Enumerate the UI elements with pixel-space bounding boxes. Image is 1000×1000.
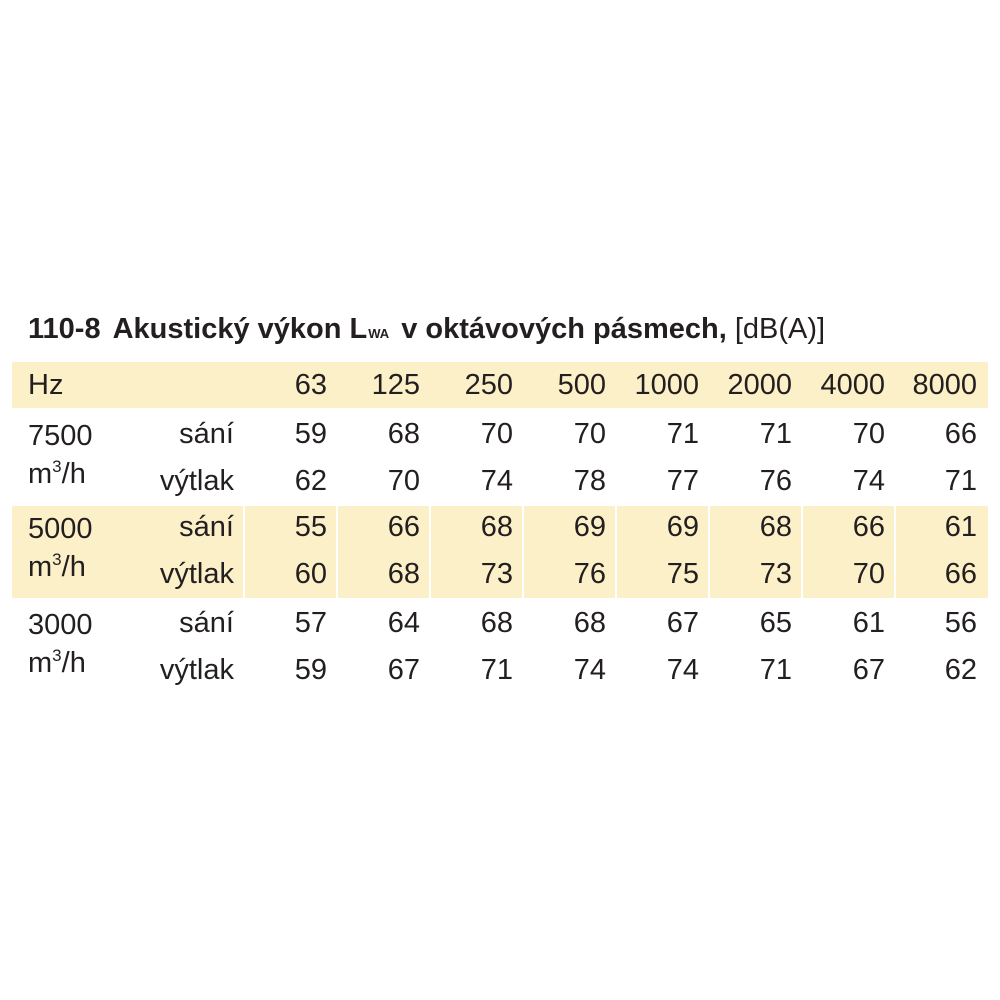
row-mode-label: sání (179, 607, 234, 639)
data-cell: 76 (573, 558, 606, 590)
table-code: 110-8 (28, 313, 101, 345)
data-cell: 76 (759, 465, 792, 497)
airflow-unit-base: m (28, 551, 53, 583)
header-label: Hz (28, 369, 64, 401)
airflow-value: 5000 (28, 513, 93, 545)
data-cell: 77 (666, 465, 699, 497)
row-mode-label: sání (179, 511, 234, 543)
frequency-header: 63 (294, 369, 327, 401)
data-cell: 62 (944, 654, 977, 686)
data-cell: 78 (573, 465, 606, 497)
data-cell: 67 (666, 607, 699, 639)
data-cell: 70 (573, 418, 606, 450)
data-cell: 66 (944, 418, 977, 450)
data-cell: 56 (944, 607, 977, 639)
data-cell: 69 (666, 511, 699, 543)
data-cell: 66 (944, 558, 977, 590)
band-separator (336, 506, 338, 598)
data-cell: 71 (666, 418, 699, 450)
data-cell: 62 (294, 465, 327, 497)
table-title (28, 311, 825, 352)
data-cell: 75 (666, 558, 699, 590)
data-cell: 59 (294, 654, 327, 686)
data-cell: 66 (852, 511, 885, 543)
data-cell: 57 (294, 607, 327, 639)
data-cell: 74 (480, 465, 513, 497)
band-separator (894, 506, 896, 598)
data-cell: 68 (573, 607, 606, 639)
data-cell: 68 (480, 511, 513, 543)
band-separator (708, 506, 710, 598)
title-text-end: v oktávových pásmech, (401, 313, 727, 345)
data-cell: 67 (387, 654, 420, 686)
data-cell: 74 (852, 465, 885, 497)
data-cell: 68 (387, 558, 420, 590)
frequency-header: 1000 (634, 369, 699, 401)
title-subscript: WA (368, 326, 390, 341)
airflow-unit-rest: /h (61, 551, 86, 583)
data-cell: 74 (666, 654, 699, 686)
airflow-unit-exponent: 3 (52, 457, 62, 476)
data-cell: 71 (944, 465, 977, 497)
data-cell: 70 (852, 418, 885, 450)
data-cell: 64 (387, 607, 420, 639)
data-cell: 71 (480, 654, 513, 686)
frequency-header: 125 (371, 369, 420, 401)
data-cell: 66 (387, 511, 420, 543)
row-mode-label: výtlak (159, 654, 234, 686)
data-cell: 70 (852, 558, 885, 590)
data-cell: 70 (387, 465, 420, 497)
data-cell: 65 (759, 607, 792, 639)
airflow-unit-rest: /h (61, 458, 86, 490)
airflow-unit-exponent: 3 (52, 550, 62, 569)
airflow-value: 7500 (28, 420, 93, 452)
title-text-start: Akustický výkon L (112, 313, 368, 345)
title-unit: [dB(A)] (734, 313, 826, 345)
frequency-header: 500 (557, 369, 606, 401)
airflow-unit-base: m (28, 647, 53, 679)
airflow-unit-base: m (28, 458, 53, 490)
airflow-unit (28, 645, 86, 681)
frequency-header: 2000 (727, 369, 792, 401)
data-cell: 73 (759, 558, 792, 590)
airflow-value: 3000 (28, 609, 93, 641)
frequency-header: 250 (464, 369, 513, 401)
band-separator (243, 506, 245, 598)
data-cell: 61 (852, 607, 885, 639)
airflow-unit-rest: /h (61, 647, 86, 679)
data-cell: 71 (759, 418, 792, 450)
frequency-header: 8000 (912, 369, 977, 401)
data-cell: 59 (294, 418, 327, 450)
airflow-unit (28, 549, 86, 585)
frequency-header: 4000 (820, 369, 885, 401)
airflow-unit-exponent: 3 (52, 646, 62, 665)
data-cell: 67 (852, 654, 885, 686)
band-separator (615, 506, 617, 598)
row-mode-label: sání (179, 418, 234, 450)
data-cell: 69 (573, 511, 606, 543)
data-cell: 55 (294, 511, 327, 543)
data-cell: 73 (480, 558, 513, 590)
data-cell: 68 (759, 511, 792, 543)
data-cell: 74 (573, 654, 606, 686)
data-cell: 68 (480, 607, 513, 639)
data-cell: 61 (944, 511, 977, 543)
row-mode-label: výtlak (159, 465, 234, 497)
band-separator (429, 506, 431, 598)
data-cell: 70 (480, 418, 513, 450)
data-cell: 60 (294, 558, 327, 590)
band-separator (522, 506, 524, 598)
band-separator (801, 506, 803, 598)
data-cell: 68 (387, 418, 420, 450)
row-mode-label: výtlak (159, 558, 234, 590)
airflow-unit (28, 456, 86, 492)
data-cell: 71 (759, 654, 792, 686)
